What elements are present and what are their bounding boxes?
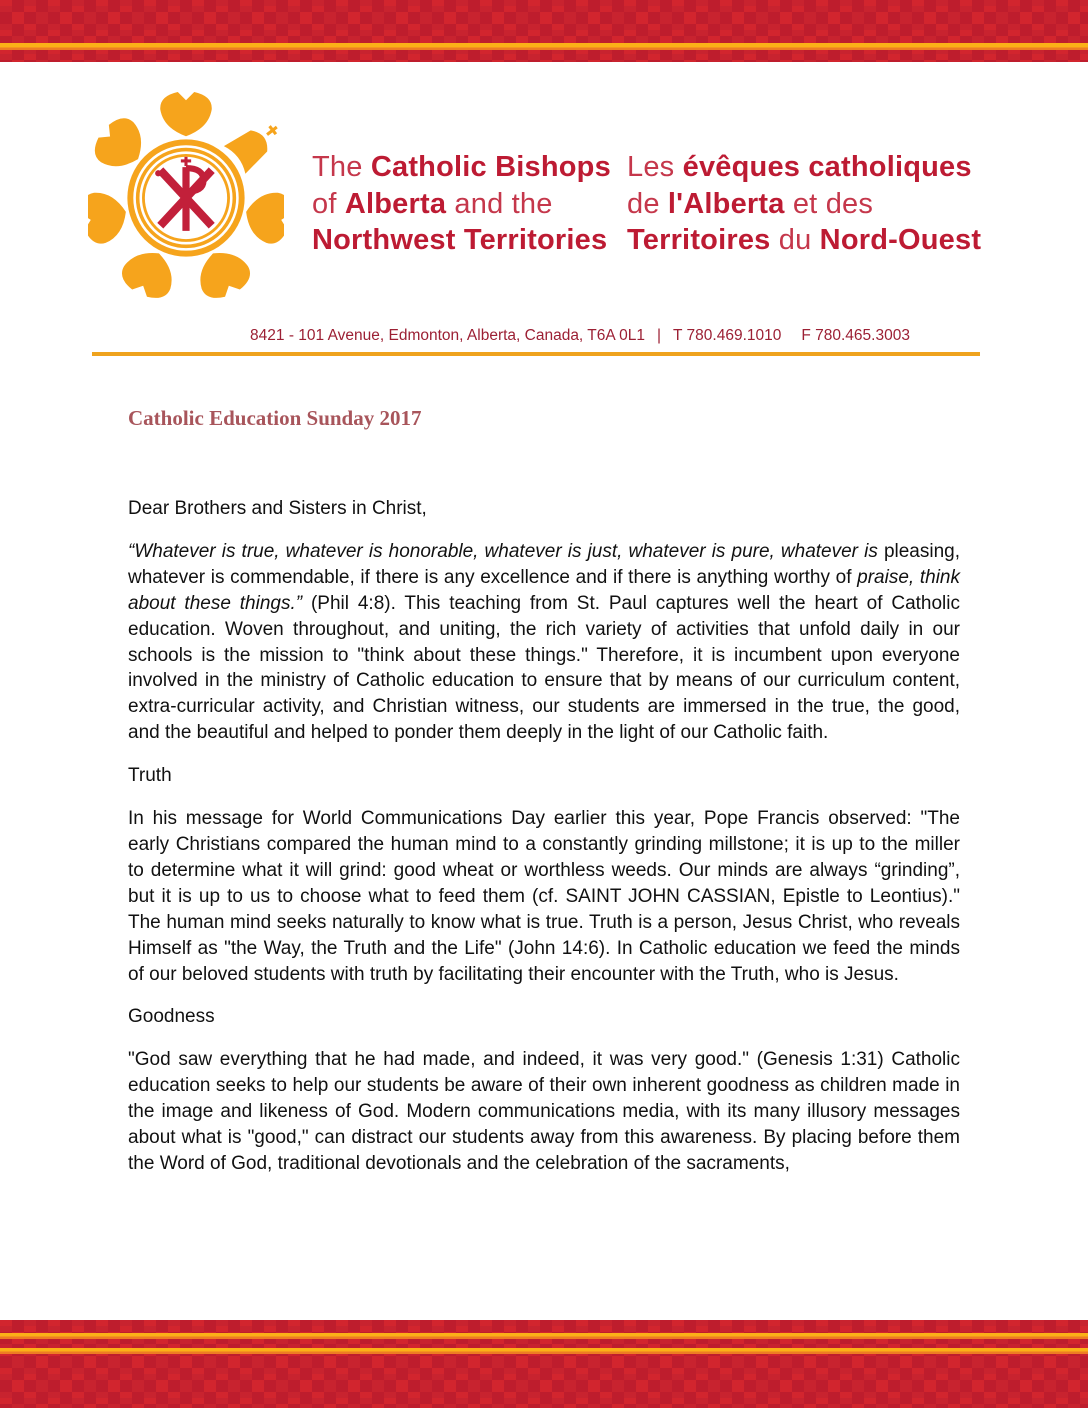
org-name-fr-line3: Territoires du Nord-Ouest [627,224,982,256]
phone-number: T 780.469.1010 [673,327,782,344]
org-name-fr-line1: Les évêques catholiques [627,151,972,183]
bottom-gold-stripe-2 [0,1348,1088,1354]
heading-truth: Truth [128,765,172,787]
paragraph-goodness: "God saw everything that he had made, and indeed, it was very good." (Genesis 1:31) Catholic education seeks to help our students be aware of their own inherent goodness as children made in the image and likeness of God. Modern communications media, with its many illusory messages about what is "good," can distract our students away from this awareness. By placing before them the Word of God, traditional devotionals and the celebration of the sacraments, [128,1049,960,1174]
fax-number: F 780.465.3003 [801,327,910,344]
wild-rose-chi-rho-logo-icon [88,92,284,308]
paragraph-truth: In his message for World Communications Day earlier this year, Pope Francis observed: "The early Christians compared the human mind to a constantly grinding millstone; it is up to the miller to determine what it will grind: good wheat or worthless weeds. Our minds are always “grinding”, but it is up to us to choose what to feed them (cf. SAINT JOHN CASSIAN, Epistle to Leontius)." The human mind seeks naturally to know what is true. Truth is a person, Jesus Christ, who reveals Himself as "the Way, the Truth and the Life" (John 14:6). In Catholic education we feed the minds of our beloved students with truth by facilitating their encounter with the Truth, who is Jesus. [128,808,960,985]
org-name-en-line2: of Alberta and the [312,187,553,220]
letter-title: Catholic Education Sunday 2017 [128,406,422,430]
paragraph-intro: “Whatever is true, whatever is honorable, whatever is just, whatever is pure, whatever is pleasing, whatever is commendable, if there is any excellence and if there is anything worthy of praise, think about these things.” (Phil 4:8). This teaching from St. Paul captures well the heart of Catholic education. Woven throughout, and uniting, the rich variety of activities that unfold daily in our schools is the mission to "think about these things." Therefore, it is incumbent upon everyone involved in the ministry of Catholic education to ensure that by means of our curriculum content, extra-curricular activity, and Christian witness, our students are immersed in the true, the good, and the beautiful and helped to ponder them deeply in the light of our Catholic faith. [128,540,961,744]
top-border-pattern [0,0,1088,62]
address-contact-line [92,327,980,345]
street-address: 8421 - 101 Avenue, Edmonton, Alberta, Canada, T6A 0L1 [250,327,646,344]
salutation: Dear Brothers and Sisters in Christ, [128,498,427,519]
org-name-en-line1: The Catholic Bishops [312,151,611,183]
heading-goodness: Goodness [128,1006,215,1028]
bottom-gold-stripe-1 [0,1333,1088,1339]
bottom-border-pattern [0,1320,1088,1408]
org-name-english [312,149,611,259]
address-separator: | [657,327,662,344]
org-name-fr-line2: de l'Alberta et des [627,187,874,220]
top-gold-stripe [0,43,1088,50]
header-divider-rule [92,352,980,356]
letter-body [128,496,960,1194]
org-name-en-line3: Northwest Territories [312,224,608,256]
org-name-french [627,149,981,259]
